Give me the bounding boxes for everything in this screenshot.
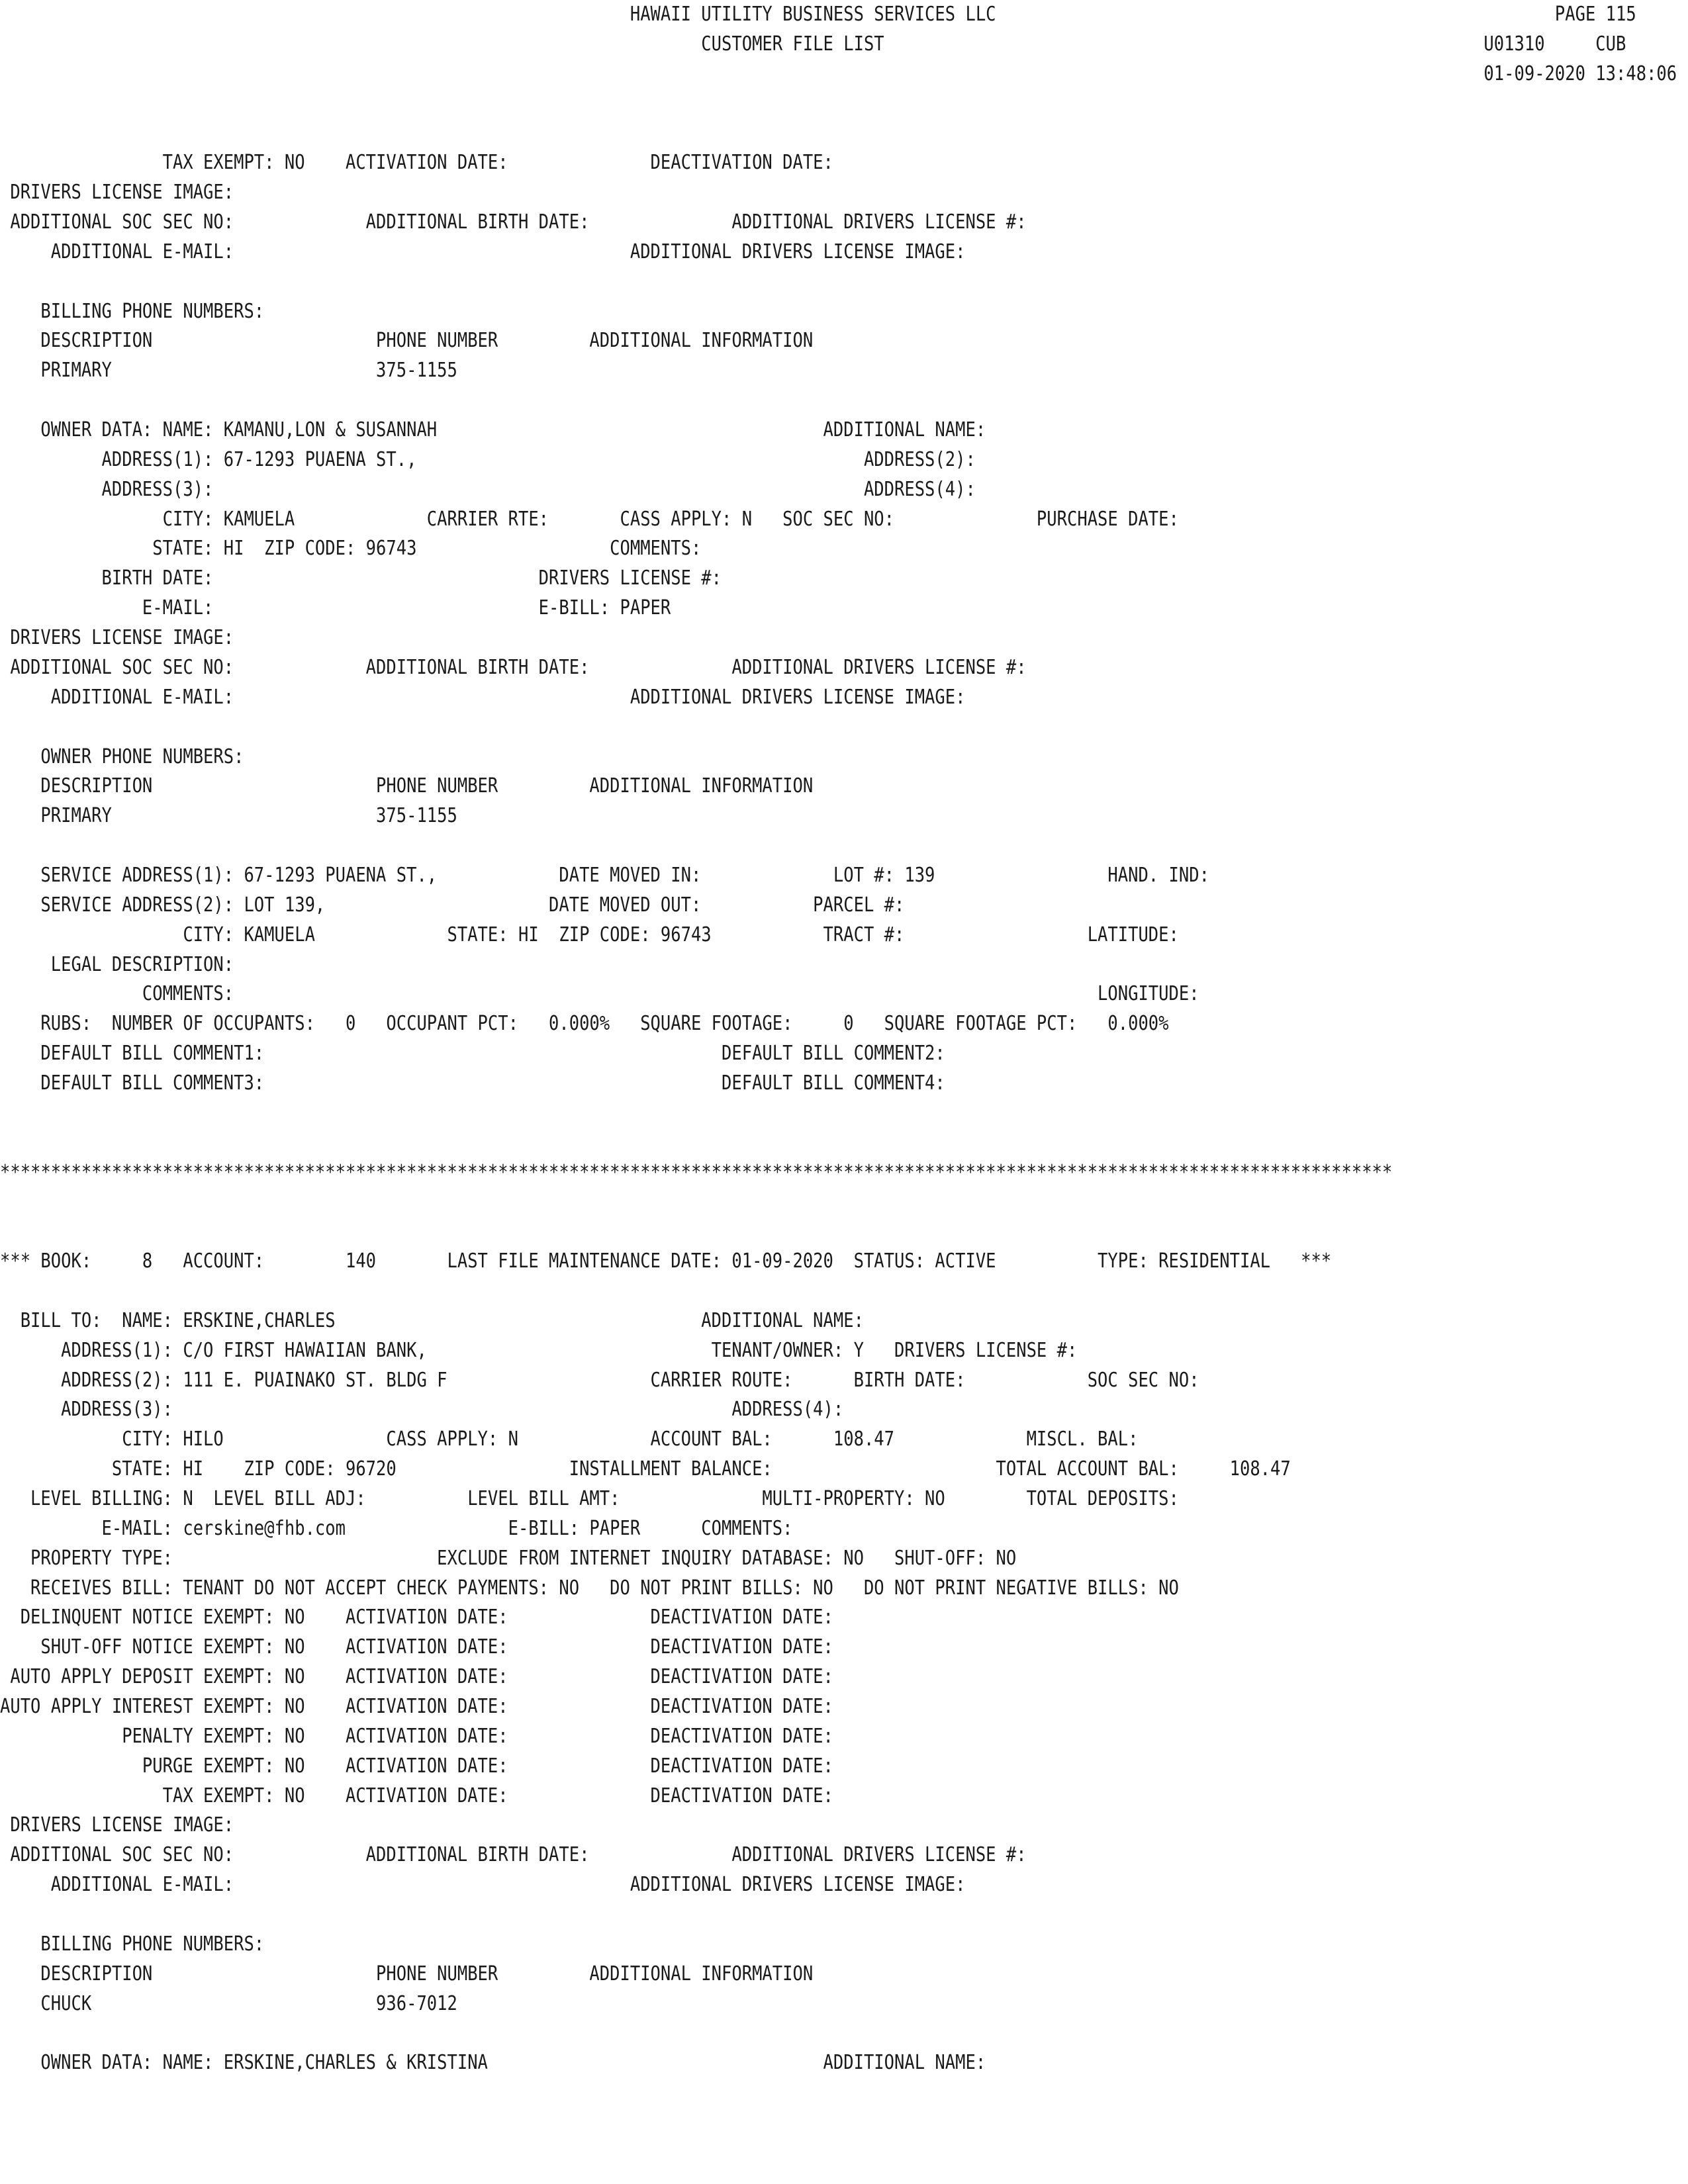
report-line: ADDITIONAL SOC SEC NO: ADDITIONAL BIRTH DATE: ADDITIONAL DRIVERS LICENSE #: [0, 210, 1027, 234]
report-line: HAWAII UTILITY BUSINESS SERVICES LLC PAGE 115 [0, 3, 1636, 26]
report-line: TAX EXEMPT: NO ACTIVATION DATE: DEACTIVATION DATE: [0, 1784, 833, 1807]
report-line: ***************************************************************************************************************************************** [0, 1160, 1393, 1184]
report-line: CITY: KAMUELA STATE: HI ZIP CODE: 96743 TRACT #: LATITUDE: [0, 923, 1179, 946]
report-line: E-MAIL: E-BILL: PAPER [0, 596, 671, 620]
report-line: ADDITIONAL E-MAIL: ADDITIONAL DRIVERS LICENSE IMAGE: [0, 240, 966, 263]
report-line: RECEIVES BILL: TENANT DO NOT ACCEPT CHECK PAYMENTS: NO DO NOT PRINT BILLS: NO DO NOT PRINT NEGATIVE BILLS: NO [0, 1576, 1179, 1600]
report-line: ADDRESS(1): C/O FIRST HAWAIIAN BANK, TENANT/OWNER: Y DRIVERS LICENSE #: [0, 1338, 1078, 1362]
report-line: AUTO APPLY DEPOSIT EXEMPT: NO ACTIVATION DATE: DEACTIVATION DATE: [0, 1665, 833, 1689]
report-line: CITY: KAMUELA CARRIER RTE: CASS APPLY: N SOC SEC NO: PURCHASE DATE: [0, 507, 1179, 531]
report-line: DEFAULT BILL COMMENT3: DEFAULT BILL COMMENT4: [0, 1071, 945, 1095]
report-line: OWNER PHONE NUMBERS: [0, 745, 244, 768]
report-line: PURGE EXEMPT: NO ACTIVATION DATE: DEACTIVATION DATE: [0, 1754, 833, 1778]
report-line: ADDRESS(2): 111 E. PUAINAKO ST. BLDG F CARRIER ROUTE: BIRTH DATE: SOC SEC NO: [0, 1368, 1199, 1392]
report-line: DRIVERS LICENSE IMAGE: [0, 181, 234, 205]
report-line: E-MAIL: cerskine@fhb.com E-BILL: PAPER COMMENTS: [0, 1516, 793, 1540]
report-line: STATE: HI ZIP CODE: 96743 COMMENTS: [0, 537, 702, 561]
report-line: PROPERTY TYPE: EXCLUDE FROM INTERNET INQUIRY DATABASE: NO SHUT-OFF: NO [0, 1546, 1017, 1570]
report-line: LEGAL DESCRIPTION: [0, 952, 234, 976]
report-line: COMMENTS: LONGITUDE: [0, 982, 1199, 1006]
report-line: PRIMARY 375-1155 [0, 804, 457, 828]
report-line: BILL TO: NAME: ERSKINE,CHARLES ADDITIONAL NAME: [0, 1308, 864, 1332]
report-line: BIRTH DATE: DRIVERS LICENSE #: [0, 567, 722, 590]
report-line: DEFAULT BILL COMMENT1: DEFAULT BILL COMMENT2: [0, 1042, 945, 1066]
report-line: SERVICE ADDRESS(1): 67-1293 PUAENA ST., DATE MOVED IN: LOT #: 139 HAND. IND: [0, 863, 1209, 887]
report-line: SHUT-OFF NOTICE EXEMPT: NO ACTIVATION DATE: DEACTIVATION DATE: [0, 1635, 833, 1659]
report-line: BILLING PHONE NUMBERS: [0, 1932, 265, 1956]
report-line: ADDITIONAL SOC SEC NO: ADDITIONAL BIRTH DATE: ADDITIONAL DRIVERS LICENSE #: [0, 655, 1027, 679]
report-line: CITY: HILO CASS APPLY: N ACCOUNT BAL: 108.47 MISCL. BAL: [0, 1428, 1139, 1451]
report-line: ADDITIONAL E-MAIL: ADDITIONAL DRIVERS LICENSE IMAGE: [0, 1873, 966, 1897]
report-line: DRIVERS LICENSE IMAGE: [0, 626, 234, 650]
report-line: STATE: HI ZIP CODE: 96720 INSTALLMENT BALANCE: TOTAL ACCOUNT BAL: 108.47 [0, 1457, 1291, 1481]
report-line: OWNER DATA: NAME: ERSKINE,CHARLES & KRISTINA ADDITIONAL NAME: [0, 2051, 986, 2075]
report-line: AUTO APPLY INTEREST EXEMPT: NO ACTIVATION DATE: DEACTIVATION DATE: [0, 1695, 833, 1719]
report-line: DESCRIPTION PHONE NUMBER ADDITIONAL INFORMATION [0, 774, 814, 798]
report-line: ADDRESS(3): ADDRESS(4): [0, 1398, 844, 1422]
report-line: DESCRIPTION PHONE NUMBER ADDITIONAL INFORMATION [0, 1962, 814, 1985]
report-line: BILLING PHONE NUMBERS: [0, 299, 265, 323]
report-line: ADDITIONAL SOC SEC NO: ADDITIONAL BIRTH DATE: ADDITIONAL DRIVERS LICENSE #: [0, 1843, 1027, 1867]
report-line: *** BOOK: 8 ACCOUNT: 140 LAST FILE MAINTENANCE DATE: 01-09-2020 STATUS: ACTIVE TYPE: RESIDENTIAL *** [0, 1250, 1332, 1273]
report-line: DELINQUENT NOTICE EXEMPT: NO ACTIVATION DATE: DEACTIVATION DATE: [0, 1606, 833, 1629]
report-line: ADDRESS(1): 67-1293 PUAENA ST., ADDRESS(2): [0, 447, 976, 471]
report-line: DRIVERS LICENSE IMAGE: [0, 1813, 234, 1837]
report-line: LEVEL BILLING: N LEVEL BILL ADJ: LEVEL BILL AMT: MULTI-PROPERTY: NO TOTAL DEPOSITS: [0, 1487, 1179, 1510]
report-line: 01-09-2020 13:48:06 [0, 62, 1677, 85]
report-line: ADDITIONAL E-MAIL: ADDITIONAL DRIVERS LICENSE IMAGE: [0, 685, 966, 709]
report-line: ADDRESS(3): ADDRESS(4): [0, 477, 976, 501]
report-line: CHUCK 936-7012 [0, 1991, 457, 2015]
report-line: OWNER DATA: NAME: KAMANU,LON & SUSANNAH ADDITIONAL NAME: [0, 418, 986, 442]
report-line: TAX EXEMPT: NO ACTIVATION DATE: DEACTIVATION DATE: [0, 151, 833, 175]
report-line: PRIMARY 375-1155 [0, 359, 457, 383]
report-line: PENALTY EXEMPT: NO ACTIVATION DATE: DEACTIVATION DATE: [0, 1724, 833, 1748]
report-line: CUSTOMER FILE LIST U01310 CUB [0, 32, 1626, 56]
report-line: DESCRIPTION PHONE NUMBER ADDITIONAL INFORMATION [0, 329, 814, 353]
report-line: SERVICE ADDRESS(2): LOT 139, DATE MOVED OUT: PARCEL #: [0, 893, 905, 917]
report-line: RUBS: NUMBER OF OCCUPANTS: 0 OCCUPANT PCT: 0.000% SQUARE FOOTAGE: 0 SQUARE FOOTAGE PCT: 0.000% [0, 1012, 1169, 1036]
